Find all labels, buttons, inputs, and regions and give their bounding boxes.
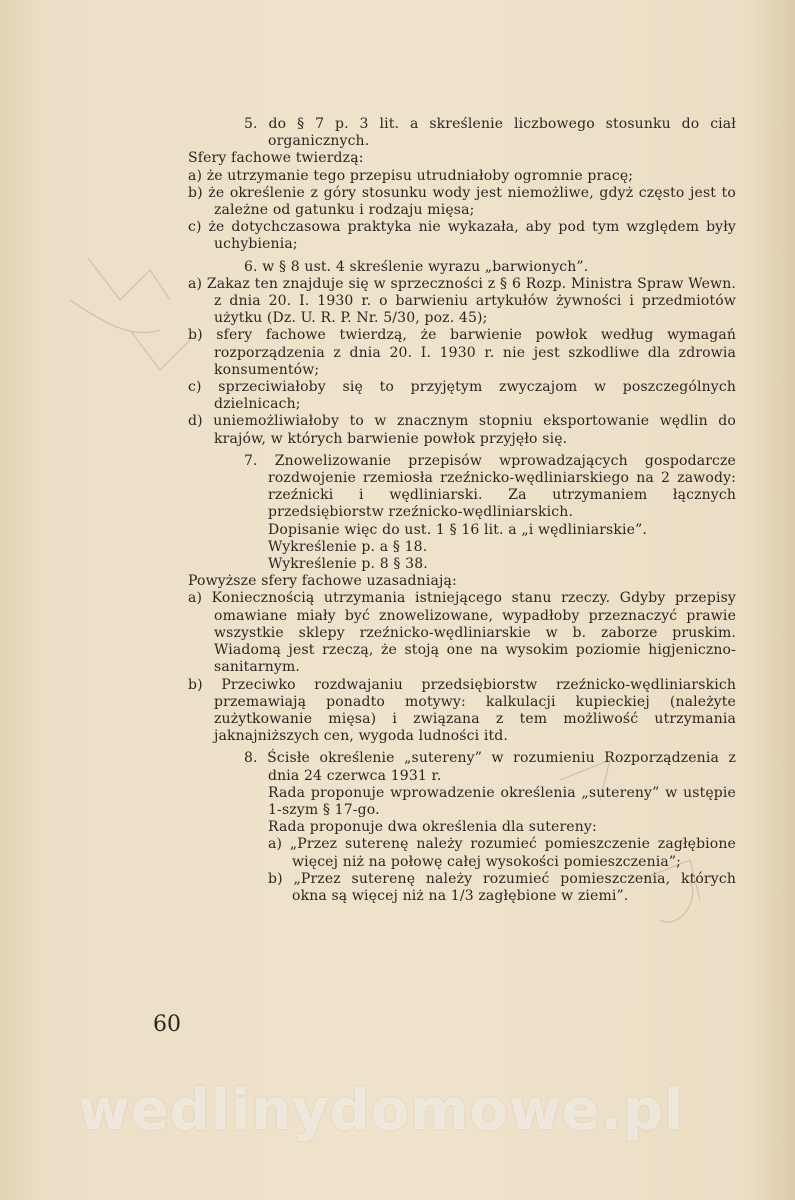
paragraph: d) uniemożliwiałoby to w znacznym stopniu eksportowanie wędlin do krajów, w których barwienie powłok przyjęło się. — [188, 413, 736, 447]
document-body — [188, 116, 736, 905]
paragraph: a) Zakaz ten znajduje się w sprzeczności z § 6 Rozp. Ministra Spraw Wewn. z dnia 20. I. 1930 r. o barwieniu artykułów żywności i przedmiotów użytku (Dz. U. R. P. Nr. 5/30, poz. 45); — [188, 275, 736, 327]
paragraph: Wykreślenie p. a § 18. — [268, 538, 428, 555]
paragraph: b) Przeciwko rozdwajaniu przedsiębiorstw rzeźnicko-wędliniarskich przemawiają ponadto motywy: kalkulacji kupieckiej (należyte zużytkowanie mięsa) i związana z tem możliwość utrzymania jaknajniższych cen, wygoda ludności itd. — [188, 676, 736, 745]
paragraph: Sfery fachowe twierdzą: — [188, 150, 364, 167]
paragraph: 6. w § 8 ust. 4 skreślenie wyrazu „barwionych”. — [244, 258, 589, 275]
paragraph: 5. do § 7 p. 3 lit. a skreślenie liczbowego stosunku do ciał organicznych. — [244, 116, 736, 150]
paragraph: c) sprzeciwiałoby się to przyjętym zwyczajom w poszczególnych dzielnicach; — [188, 379, 736, 413]
paragraph: a) „Przez suterenę należy rozumieć pomieszczenie zagłębione więcej niż na połowę całej wysokości pomieszczenia”; — [268, 836, 736, 870]
paragraph: a) że utrzymanie tego przepisu utrudniałoby ogromnie pracę; — [188, 167, 634, 184]
paragraph: c) że dotychczasowa praktyka nie wykazała, aby pod tym względem były uchybienia; — [188, 219, 736, 253]
paragraph: b) że określenie z góry stosunku wody jest niemożliwe, gdyż często jest to zależne od gatunku i rodzaju mięsa; — [188, 184, 736, 219]
paragraph: b) „Przez suterenę należy rozumieć pomieszczenia, których okna są więcej niż na 1/3 zagłębione w ziemi”. — [268, 870, 736, 904]
paragraph: b) sfery fachowe twierdzą, że barwienie powłok według wymagań rozporządzenia z dnia 20. I. 1930 r. nie jest szkodliwe dla zdrowia konsumentów; — [188, 327, 736, 378]
watermark-text: wedlinydomowe.pl — [78, 1078, 685, 1143]
paragraph: 8. Ścisłe określenie „sutereny” w rozumieniu Rozporządzenia z dnia 24 czerwca 1931 r. — [244, 750, 736, 784]
paragraph: Dopisanie więc do ust. 1 § 16 lit. a „i wędliniarskie”. — [268, 521, 647, 538]
paragraph: a) Koniecznością utrzymania istniejącego stanu rzeczy. Gdyby przepisy omawiane miały być znowelizowane, wypadłoby przeznaczyć prawie wszystkie sklepy rzeźnicko-wędliniarskie w b. zaborze pruskim. Wiadomą jest rzeczą, że stoją one na wysokim poziomie higjeniczno-sanitarnym. — [188, 590, 736, 676]
paragraph: Wykreślenie p. 8 § 38. — [268, 556, 428, 573]
paragraph: Rada proponuje dwa określenia dla sutereny: — [268, 819, 597, 836]
paragraph: Rada proponuje wprowadzenie określenia „sutereny” w ustępie 1-szym § 17-go. — [268, 784, 736, 818]
paragraph: Powyższe sfery fachowe uzasadniają: — [188, 573, 457, 590]
page-number: 60 — [153, 1012, 181, 1037]
paragraph: 7. Znowelizowanie przepisów wprowadzających gospodarcze rozdwojenie rzemiosła rzeźnicko-wędliniarskiego na 2 zawody: rzeźnicki i wędliniarski. Za utrzymaniem łącznych przedsiębiorstw rzeźnicko-wędliniarskich. — [244, 452, 736, 521]
